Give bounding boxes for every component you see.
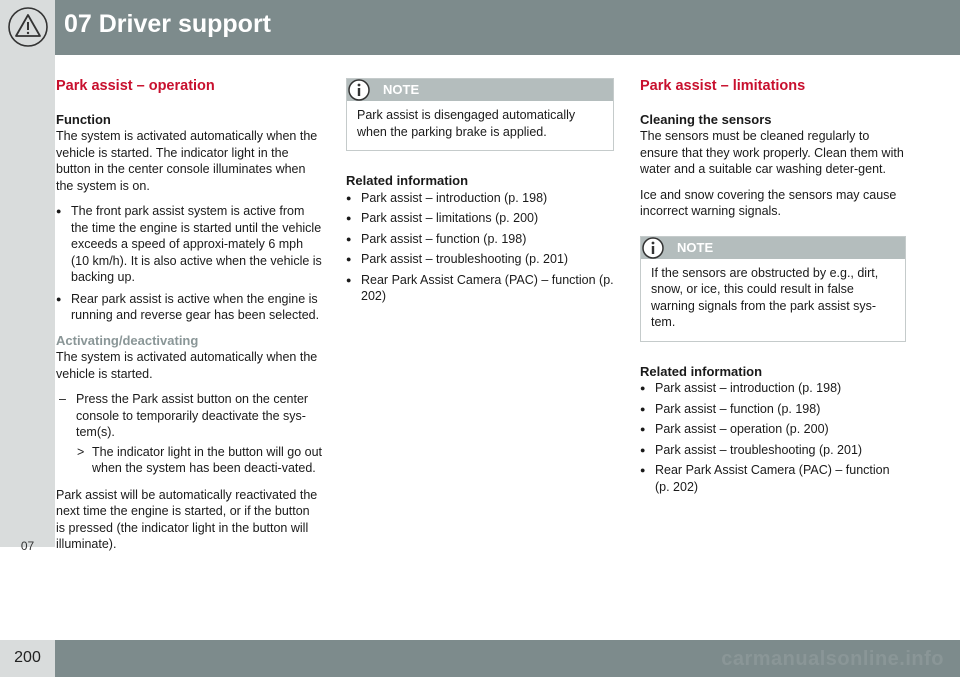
note-box	[640, 236, 906, 342]
note-text: If the sensors are obstructed by e.g., dirt, snow, or ice, this could result in false warning signals from the park assist sys-tem.	[651, 265, 879, 329]
result-arrow: >	[77, 444, 85, 459]
bullet-item: ● Rear park assist is active when the engine is running and reverse gear has been selected.	[56, 291, 322, 324]
related-heading: Related information	[346, 173, 469, 188]
step-dash: –	[59, 392, 66, 406]
section-title-limitations: Park assist – limitations	[640, 78, 806, 94]
related-link[interactable]: ● Park assist – troubleshooting (p. 201)	[346, 251, 614, 268]
related-link[interactable]: ● Park assist – introduction (p. 198)	[640, 380, 906, 397]
page-footer	[0, 640, 960, 677]
related-link[interactable]: ● Park assist – operation (p. 200)	[640, 421, 906, 438]
column-operation	[56, 76, 322, 562]
function-bullet-list	[56, 203, 322, 324]
note-box	[346, 78, 614, 151]
cleaning-text: The sensors must be cleaned regularly to ensure that they work properly. Clean them with water and a suitable car washing deter-gent.	[640, 129, 904, 176]
related-link[interactable]: ● Park assist – limitations (p. 200)	[346, 210, 614, 227]
chapter-title: 07 Driver support	[64, 10, 272, 38]
related-link[interactable]: ● Rear Park Assist Camera (PAC) – function (p. 202)	[640, 462, 906, 495]
related-link[interactable]: ● Park assist – introduction (p. 198)	[346, 190, 614, 207]
ice-text: Ice and snow covering the sensors may cause incorrect warning signals.	[640, 187, 897, 218]
info-icon	[641, 236, 665, 260]
note-header	[641, 237, 905, 259]
activating-text: The system is activated automatically when the vehicle is started.	[56, 350, 318, 381]
chapter-number: 07	[20, 539, 35, 553]
info-icon	[347, 78, 371, 102]
function-heading: Function	[56, 111, 111, 127]
related-link[interactable]: ● Park assist – function (p. 198)	[640, 401, 906, 418]
related-list	[640, 380, 906, 495]
column-limitations	[640, 76, 906, 501]
related-list	[346, 190, 614, 305]
function-text: The system is activated automatically when the vehicle is started. The indicator light in the button in the center console illuminates when the system is on.	[56, 129, 318, 193]
reactivate-text: Park assist will be automatically reactivated the next time the engine is started, or if the button is pressed (the indicator light in the button will illuminate).	[56, 487, 318, 551]
note-label: NOTE	[677, 239, 714, 255]
related-link[interactable]: ● Park assist – troubleshooting (p. 201)	[640, 442, 906, 459]
step-text: Press the Park assist button on the center console to temporarily deactivate the sys-tem(s).	[76, 392, 309, 439]
note-label: NOTE	[383, 82, 420, 97]
related-heading: Related information	[640, 363, 763, 379]
related-link[interactable]: ● Park assist – function (p. 198)	[346, 231, 614, 248]
section-title-operation: Park assist – operation	[56, 78, 215, 94]
bullet-item: ● The front park assist system is active from the time the engine is started until the vehicle exceeds a speed of approxi-mately 6 mph (10 km/h). It is also active when the vehicle is backing up.	[56, 203, 322, 286]
chapter-side-tab	[0, 55, 55, 553]
cleaning-heading: Cleaning the sensors	[640, 111, 772, 127]
result-text: The indicator light in the button will go out when the system has been deacti-vated.	[92, 444, 322, 475]
step-result	[56, 444, 322, 477]
page-header	[0, 0, 960, 55]
watermark: carmanualsonline.info	[721, 648, 944, 670]
page-number-box	[0, 640, 55, 677]
instruction-step	[56, 391, 322, 441]
header-icon-box	[0, 0, 55, 55]
page-number: 200	[14, 649, 41, 666]
note-text: Park assist is disengaged automatically when the parking brake is applied.	[357, 108, 576, 139]
activating-heading: Activating/deactivating	[56, 332, 199, 348]
column-note-related	[346, 78, 614, 311]
related-link[interactable]: ● Rear Park Assist Camera (PAC) – function (p. 202)	[346, 272, 614, 305]
warning-triangle-icon	[7, 6, 49, 48]
note-header	[347, 79, 613, 101]
